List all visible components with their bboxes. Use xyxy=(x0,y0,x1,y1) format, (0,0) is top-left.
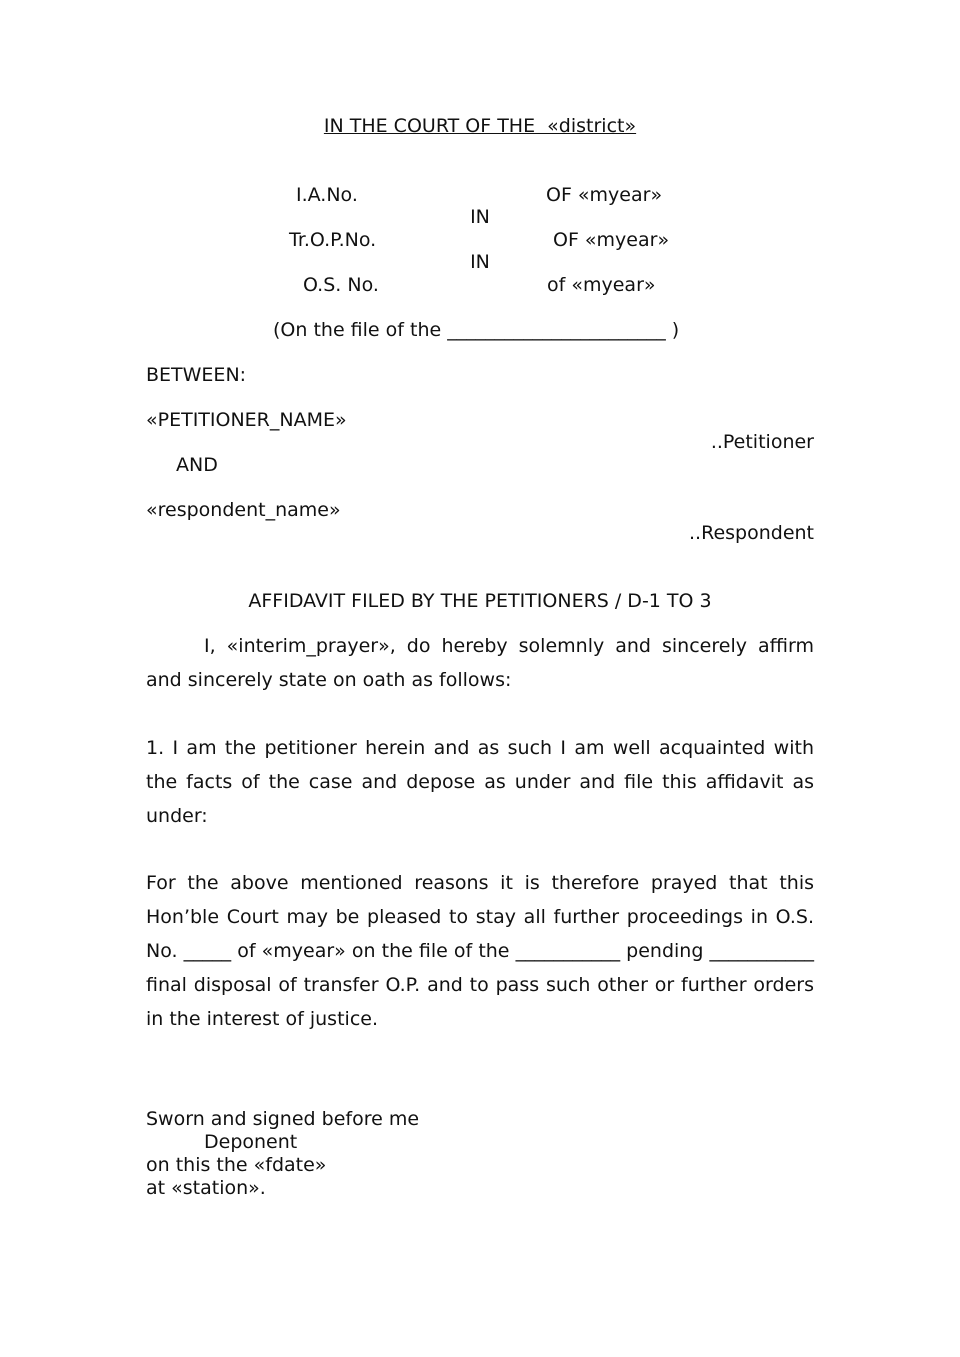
court-title-text: IN THE COURT OF THE «district» xyxy=(323,115,637,137)
affidavit-intro-paragraph: I, «interim_prayer», do hereby solemnly and sincerely affirm and sincerely state on oath as follows: xyxy=(146,635,814,691)
prayer-paragraph: For the above mentioned reasons it is therefore prayed that this Hon’ble Court may be pleased to stay all further proceedings in O.S. No. _____ of «myear» on the file of the ___________ pending ___________ final disposal of transfer O.P. and to pass such other or further orders in the interest of justice. xyxy=(146,872,814,1030)
and-label: AND xyxy=(176,454,218,476)
ia-year: OF «myear» xyxy=(546,184,663,206)
respondent-role: ..Respondent xyxy=(689,522,814,544)
affidavit-paragraph-1: 1. I am the petitioner herein and as such I am well acquainted with the facts of the case and depose as under and file this affidavit as under: xyxy=(146,737,814,827)
date-line: on this the «fdate» xyxy=(146,1154,327,1176)
ia-number-label: I.A.No. xyxy=(296,184,358,206)
trop-number-label: Tr.O.P.No. xyxy=(289,229,377,251)
between-label: BETWEEN: xyxy=(146,364,247,386)
os-number-label: O.S. No. xyxy=(303,274,379,296)
petitioner-role: ..Petitioner xyxy=(710,431,814,453)
respondent-name: «respondent_name» xyxy=(146,499,341,521)
os-year: of «myear» xyxy=(547,274,656,296)
in-connector-2: IN xyxy=(470,251,490,273)
deponent-label: Deponent xyxy=(204,1131,298,1153)
petitioner-name: «PETITIONER_NAME» xyxy=(146,409,347,431)
file-of-line: (On the file of the _______________________ ) xyxy=(273,319,680,341)
court-title xyxy=(0,117,960,136)
trop-year: OF «myear» xyxy=(553,229,670,251)
sworn-line: Sworn and signed before me xyxy=(146,1108,420,1130)
affidavit-heading: AFFIDAVIT FILED BY THE PETITIONERS / D-1 TO 3 xyxy=(248,590,712,612)
station-line: at «station». xyxy=(146,1177,266,1199)
in-connector-1: IN xyxy=(470,206,490,228)
